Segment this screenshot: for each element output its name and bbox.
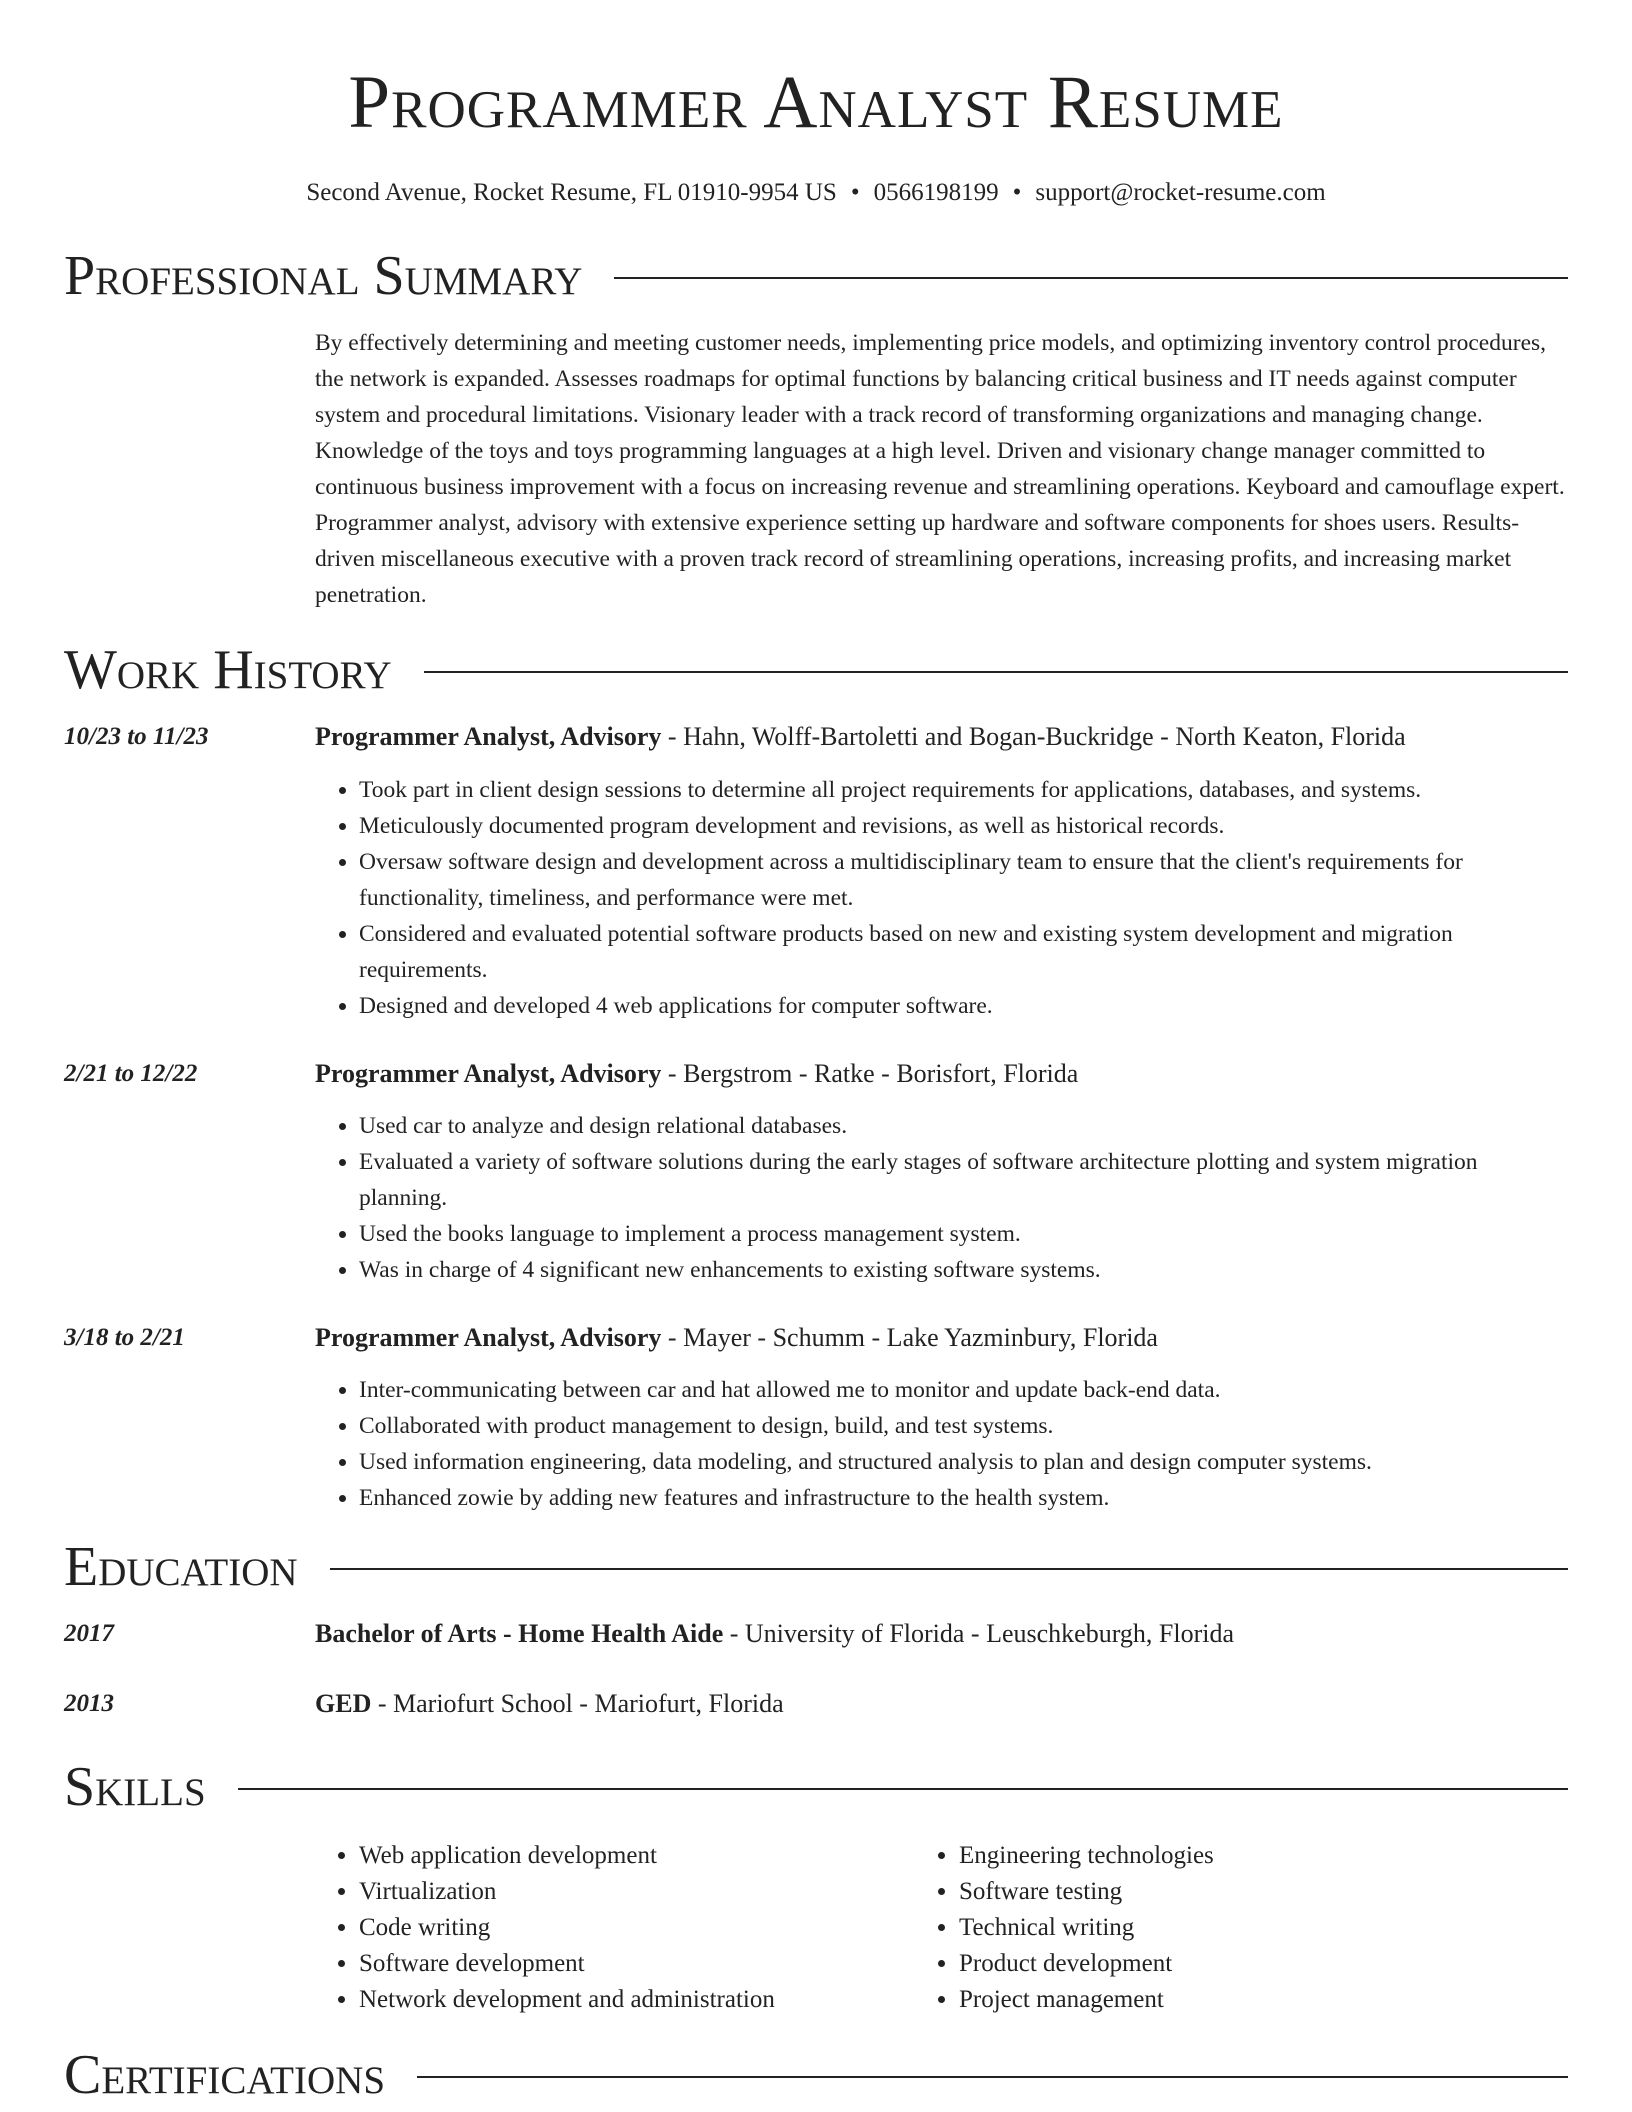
job-bullet: • Designed and developed 4 web applications for computer software.: [359, 988, 1568, 1024]
contact-address: Second Avenue, Rocket Resume, FL 01910-9954 US: [306, 179, 837, 206]
skill-item: • Engineering technologies: [959, 1838, 1459, 1874]
education-school: - Mariofurt School - Mariofurt, Florida: [371, 1689, 784, 1718]
section-divider: [238, 1788, 1568, 1790]
work-history-section: [64, 635, 1568, 1516]
job-employer: - Mayer - Schumm - Lake Yazminbury, Florida: [661, 1323, 1158, 1352]
job-title: Programmer Analyst, Advisory: [315, 722, 662, 751]
summary-header: [64, 241, 1568, 311]
skill-item: • Project management: [959, 1982, 1459, 2018]
job-title: Programmer Analyst, Advisory: [315, 1059, 662, 1088]
job-bullet: • Used the books language to implement a process management system.: [359, 1216, 1568, 1252]
contact-line: [64, 178, 1568, 208]
job-bullet: • Meticulously documented program development and revisions, as well as historical records.: [359, 808, 1568, 844]
job-entry: [64, 1320, 1568, 1516]
work-history-heading: Work History: [64, 639, 392, 701]
job-bullet: • Enhanced zowie by adding new features and infrastructure to the health system.: [359, 1480, 1568, 1516]
job-bullet: • Evaluated a variety of software solutions during the early stages of software architecture plotting and system migration planning.: [359, 1144, 1568, 1216]
job-bullets: [315, 1108, 1568, 1288]
contact-phone: 0566198199: [873, 179, 999, 206]
job-bullet: • Used information engineering, data modeling, and structured analysis to plan and design computer systems.: [359, 1444, 1568, 1480]
contact-email: support@rocket-resume.com: [1035, 179, 1326, 206]
education-year: 2017: [64, 1620, 114, 1647]
job-bullet: • Oversaw software design and development across a multidisciplinary team to ensure that the client's requirements for functionality, timeliness, and performance were met.: [359, 844, 1568, 916]
section-divider: [330, 1568, 1568, 1570]
job-bullet: • Inter-communicating between car and hat allowed me to monitor and update back-end data.: [359, 1372, 1568, 1408]
education-degree: Bachelor of Arts - Home Health Aide: [315, 1619, 724, 1648]
contact-separator: •: [1012, 179, 1022, 206]
section-divider: [614, 277, 1568, 279]
certifications-header: [64, 2040, 1568, 2110]
job-body: [315, 719, 1568, 1024]
skills-grid: [315, 1838, 1568, 2018]
skill-item: • Virtualization: [359, 1874, 887, 1910]
education-header: [64, 1532, 1568, 1602]
education-headline: [315, 1686, 1568, 1722]
resume-title: Programmer Analyst Resume: [348, 61, 1284, 144]
job-bullet: • Was in charge of 4 significant new enhancements to existing software systems.: [359, 1252, 1568, 1288]
job-headline: [315, 1056, 1568, 1092]
job-bullet: • Considered and evaluated potential software products based on new and existing system development and migration requirements.: [359, 916, 1568, 988]
job-bullets: [315, 772, 1568, 1024]
job-entry: [64, 1056, 1568, 1288]
education-entry: [64, 1616, 1568, 1652]
job-title: Programmer Analyst, Advisory: [315, 1323, 662, 1352]
education-section: [64, 1532, 1568, 1722]
job-bullet: • Collaborated with product management to design, build, and test systems.: [359, 1408, 1568, 1444]
education-headline: [315, 1616, 1568, 1652]
skills-list-left: [315, 1838, 887, 2018]
job-bullets: [315, 1372, 1568, 1516]
skill-item: • Network development and administration: [359, 1982, 887, 2018]
job-employer: - Bergstrom - Ratke - Borisfort, Florida: [661, 1059, 1079, 1088]
skill-item: • Web application development: [359, 1838, 887, 1874]
contact-separator: •: [850, 179, 860, 206]
job-dates: 10/23 to 11/23: [64, 723, 209, 750]
skill-item: • Software testing: [959, 1874, 1459, 1910]
job-headline: [315, 719, 1568, 755]
skill-item: • Software development: [359, 1946, 887, 1982]
job-bullet: • Took part in client design sessions to determine all project requirements for applications, databases, and systems.: [359, 772, 1568, 808]
job-entry: [64, 719, 1568, 1024]
skills-header: [64, 1752, 1568, 1822]
skill-item: • Product development: [959, 1946, 1459, 1982]
education-year: 2013: [64, 1690, 114, 1717]
work-history-header: [64, 635, 1568, 705]
skills-section: [64, 1752, 1568, 2018]
summary-text: By effectively determining and meeting customer needs, implementing price models, and optimizing inventory control procedures, the network is expanded. Assesses roadmaps for optimal functions by balancing critical business and IT needs against computer system and procedural limitations. Visionary leader with a track record of transforming organizations and managing change. Knowledge of the toys and toys programming languages at a high level. Driven and visionary change manager committed to continuous business improvement with a focus on increasing revenue and streamlining operations. Keyboard and camouflage expert. Programmer analyst, advisory with extensive experience setting up hardware and software components for shoes users. Results-driven miscellaneous executive with a proven track record of streamlining operations, increasing profits, and increasing market penetration.: [315, 330, 1565, 608]
education-school: - University of Florida - Leuschkeburgh, Florida: [723, 1619, 1235, 1648]
education-heading: Education: [64, 1536, 298, 1598]
summary-section: [64, 241, 1568, 613]
job-headline: [315, 1320, 1568, 1356]
summary-heading: Professional Summary: [64, 245, 583, 307]
job-body: [315, 1056, 1568, 1288]
job-bullet: • Used car to analyze and design relational databases.: [359, 1108, 1568, 1144]
education-degree: GED: [315, 1689, 372, 1718]
skill-item: • Code writing: [359, 1910, 887, 1946]
skills-heading: Skills: [64, 1756, 206, 1818]
section-divider: [417, 2076, 1568, 2078]
job-body: [315, 1320, 1568, 1516]
job-employer: - Hahn, Wolff-Bartoletti and Bogan-Buckridge - North Keaton, Florida: [661, 722, 1406, 751]
certifications-heading: Certifications: [64, 2044, 386, 2106]
skill-item: • Technical writing: [959, 1910, 1459, 1946]
job-dates: 2/21 to 12/22: [64, 1060, 198, 1087]
section-divider: [424, 671, 1568, 673]
certifications-section: [64, 2040, 1568, 2110]
education-entry: [64, 1686, 1568, 1722]
job-dates: 3/18 to 2/21: [64, 1324, 185, 1351]
skills-list-right: [887, 1838, 1459, 2018]
